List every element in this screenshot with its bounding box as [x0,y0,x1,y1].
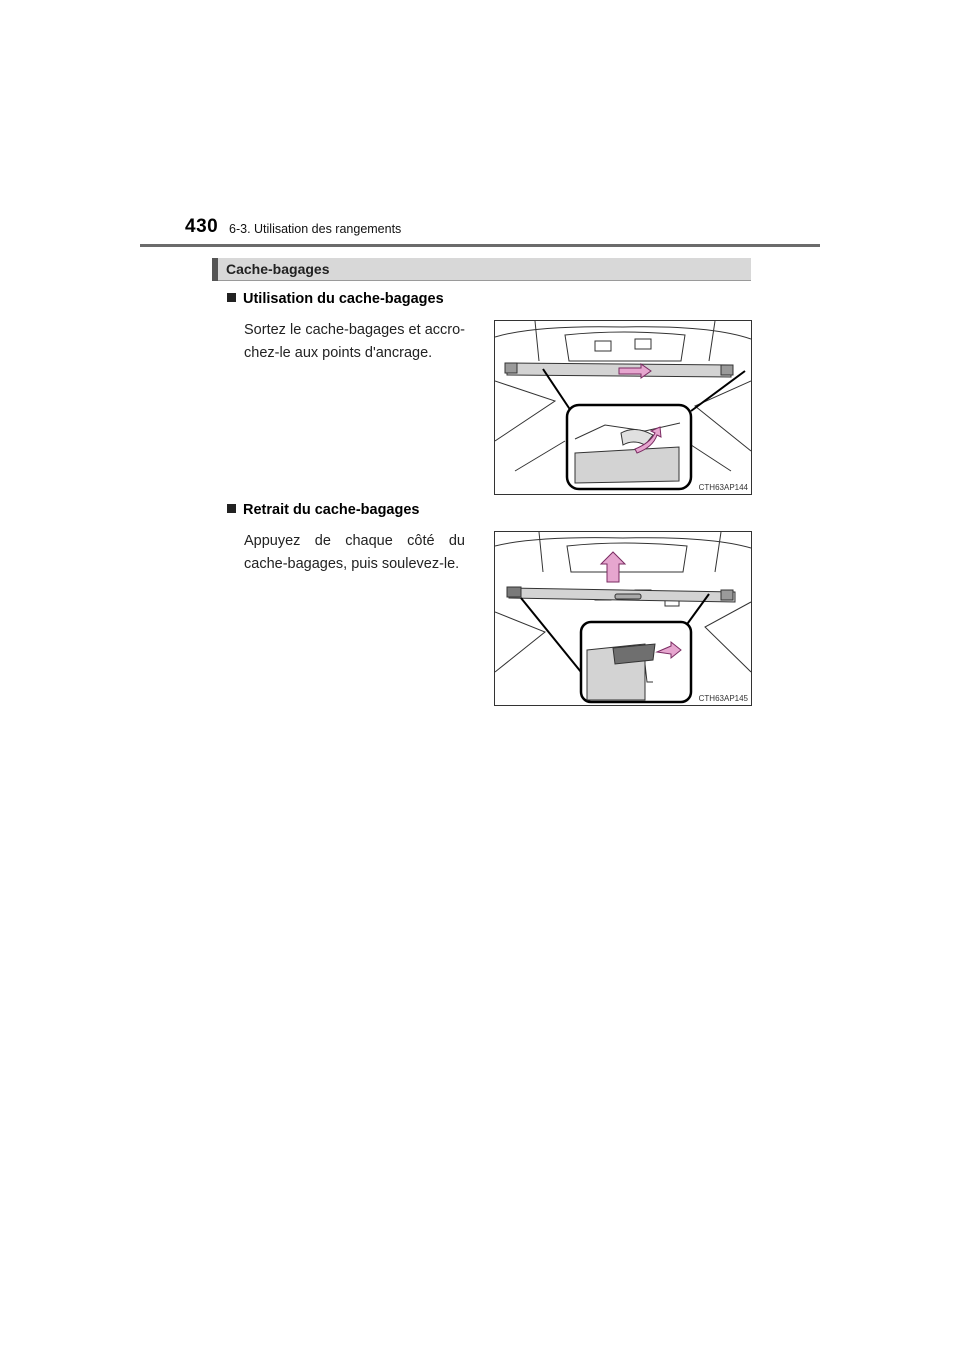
figure-code: CTH63AP145 [698,694,748,703]
cargo-area-illustration [495,321,751,494]
section-bar [212,258,751,281]
topic-heading-remove-label: Retrait du cache-bagages [243,502,420,518]
topic-heading-use-label: Utilisation du cache-bagages [243,291,444,307]
figure-attach-cover [494,320,752,495]
topic-heading-use [227,290,444,308]
figure-remove-cover [494,531,752,706]
header-rule [140,244,820,247]
square-bullet-icon [227,293,236,302]
topic-text-remove: Appuyez de chaque côté du cache-bagages, puis soulevez-le. [244,533,465,572]
cargo-area-illustration [495,532,751,705]
topic-text-use: Sortez le cache-bagages et accro-chez-le aux points d'ancrage. [244,322,465,361]
running-title: 6-3. Utilisation des rangements [229,222,402,236]
topic-heading-remove [227,501,419,519]
figure-code: CTH63AP144 [698,483,748,492]
section-bar-tab [212,258,218,281]
section-title: Cache-bagages [226,261,330,277]
square-bullet-icon [227,504,236,513]
page-number: 430 [185,216,219,237]
